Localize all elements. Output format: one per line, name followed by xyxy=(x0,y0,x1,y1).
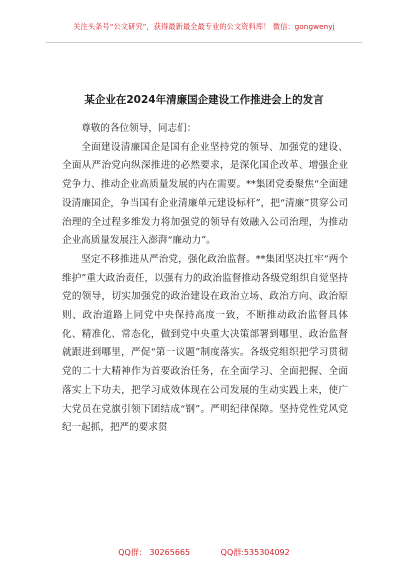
footer-qq-group-2: QQ群:535304092 xyxy=(220,548,290,557)
paragraph-2: 坚定不移推进从严治党，强化政治监督。**集团坚决扛牢“两个维护”重大政治责任，以强有力的政治监督推动各级党组织自觉坚持党的领导，切实加强党的政治建设在政治立场、政治方向、政治原则、政治道路上同党中央保持高度一致，不断推动政治监督具体化、精准化、常态化，做到党中央重大决策部署到哪里、政治监督就跟进到哪里，严促“第一议题”制度落实。各级党组织把学习贯彻党的二十大精神作为首要政治任务，在全面学习、全面把握、全面落实上下功夫，把学习成效体现在公司发展的生动实践上来，使广大党员在党旗引领下团结成“钢”。严明纪律保障。坚持党性党风党纪一起抓，把严的要求贯 xyxy=(62,253,348,434)
paragraph-1: 全面建设清廉国企是国有企业坚持党的领导、加强党的建设、全面从严治党向纵深推进的必然要求，是深化国企改革、增强企业党争力、推动企业高质量发展的内在需要。**集团党委聚焦“全面建设清廉国企，争当国有企业清廉单元建设标杆”，把“清廉”贯穿公司治理的全过程多维发力将加强党的领导有效融入公司治理，为推动企业高质量发展注入澎湃“廉动力”。 xyxy=(62,141,348,247)
salutation: 尊敬的各位领导，同志们： xyxy=(81,123,197,134)
header-banner: 关注头条号“公文研究”，获得最新最全最专业的公文资料库！ 微信：gongwenyj xyxy=(73,22,335,31)
document-title: 某企业在2024年清廉国企建设工作推进会上的发言 xyxy=(84,94,324,106)
document-body xyxy=(62,120,348,438)
header-divider xyxy=(46,42,362,43)
footer xyxy=(0,547,408,558)
footer-qq-group-1: QQ群： 30265665 xyxy=(118,548,191,557)
